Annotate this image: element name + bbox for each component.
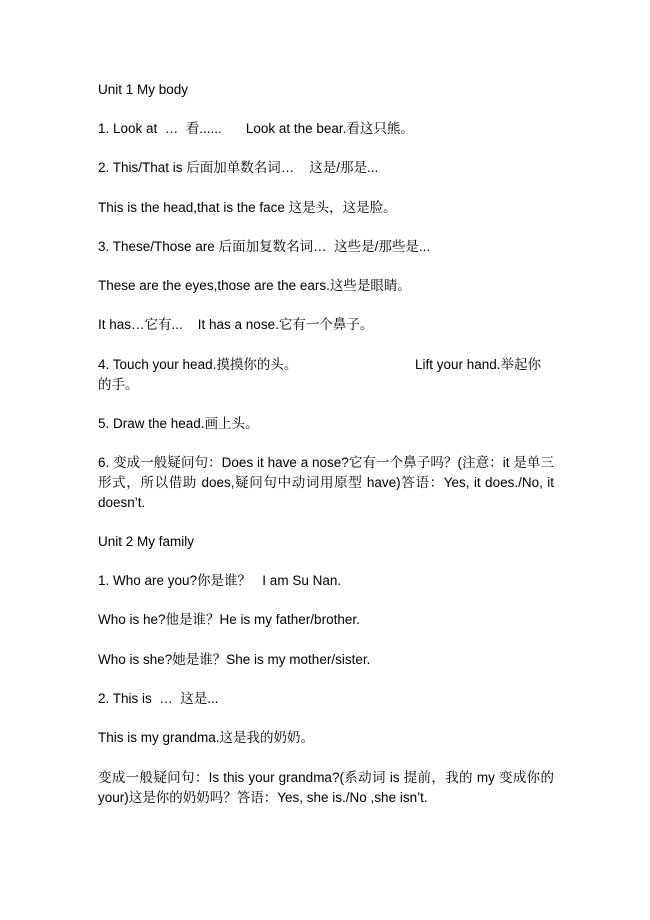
unit1-item4-wrap: 的手。	[98, 377, 139, 392]
unit2-item2-example: This is my grandma.这是我的奶奶。	[98, 730, 315, 745]
unit1-item4-lift: Lift your hand.举起你	[415, 357, 542, 372]
unit2-item1-he: Who is he?他是谁？He is my father/brother.	[98, 612, 360, 627]
unit2-item1-she: Who is she?她是谁？She is my mother/sister.	[98, 652, 371, 667]
unit1-item2-example: This is the head,that is the face 这是头，这是脸。	[98, 200, 397, 215]
unit2-item2: 2. This is … 这是...	[98, 691, 219, 706]
unit1-item1-example: Look at the bear.看这只熊。	[245, 121, 414, 136]
unit1-item3: 3. These/Those are 后面加复数名词… 这些是/那些是...	[98, 239, 431, 254]
unit2-item1: 1. Who are you?你是谁？ I am Su Nan.	[98, 573, 342, 588]
unit1-item1-phrase: 1. Look at … 看......	[98, 121, 222, 136]
unit1-item3-example: These are the eyes,those are the ears.这些是眼睛。	[98, 278, 411, 293]
unit1-item4	[98, 355, 297, 375]
unit2-item2-question: 变成一般疑问句：Is this your grandma?(系动词 is 提前，我的 my 变成你的 your)这是你的奶奶吗？答语：Yes, she is./No ,she isn’t.	[98, 770, 554, 805]
unit1-item2: 2. This/That is 后面加单数名词… 这是/那是...	[98, 160, 379, 175]
unit2-title: Unit 2 My family	[98, 534, 195, 549]
unit1-item6: 6. 变成一般疑问句：Does it have a nose?它有一个鼻子吗？(注意：it 是单三形式，所以借助 does,疑问句中动词用原型 have)答语：Yes, it does./No, it doesn’t.	[98, 455, 554, 510]
unit1-item5: 5. Draw the head.画上头。	[98, 416, 259, 431]
unit1-item4-touch: 4. Touch your head.摸摸你的头。	[98, 357, 298, 372]
unit1-title: Unit 1 My body	[98, 82, 189, 97]
unit1-item3-has: It has…它有... It has a nose.它有一个鼻子。	[98, 317, 374, 332]
unit1-item1	[98, 119, 414, 139]
